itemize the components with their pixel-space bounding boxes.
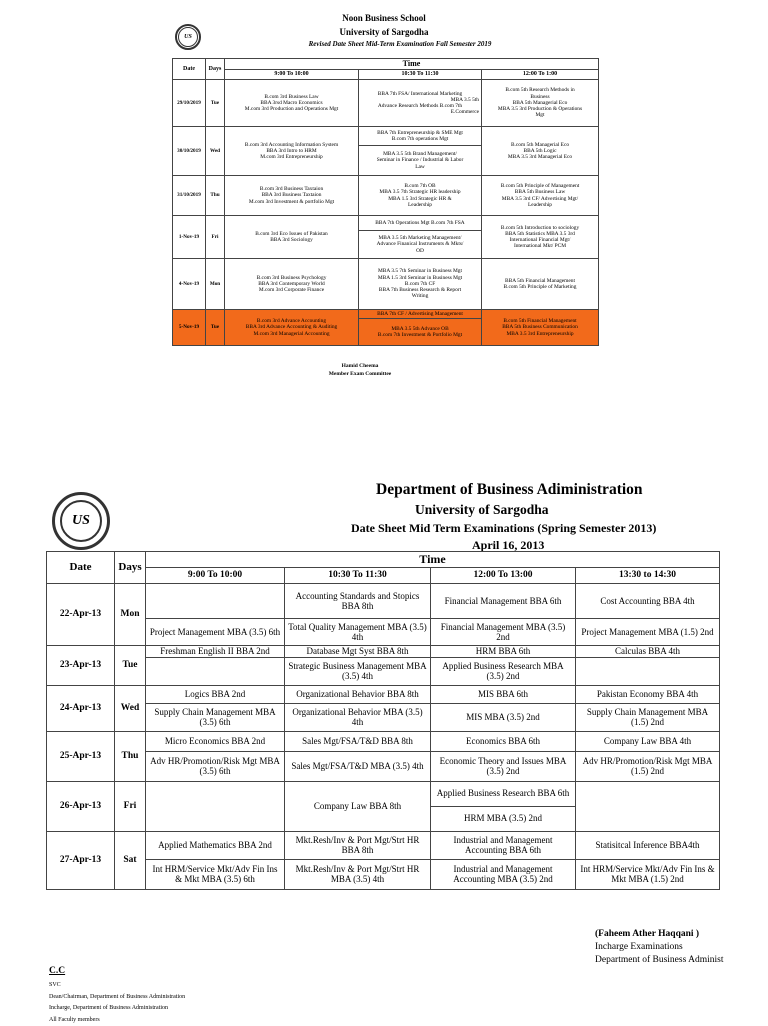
slot3-cell: B.com 5th Research Methods in Business BBA 5th Managerial Eco MBA 3.5 3rd Production & Operations Mgt: [482, 80, 599, 127]
slot3-cell: Industrial and Management Accounting MBA (3.5) 2nd: [431, 859, 576, 889]
slot2a-cell: BBA 7th Operations Mgt B.com 7th FSA: [359, 216, 482, 231]
university-name: University of Sargodha: [0, 27, 768, 37]
slot4-cell: Int HRM/Service Mkt/Adv Fin Ins & Mkt MBA (1.5) 2nd: [576, 859, 720, 889]
slot2-cell: Strategic Business Management MBA (3.5) 4th: [285, 657, 431, 685]
slot4-cell: Project Management MBA (1.5) 2nd: [576, 619, 720, 646]
slot3-cell: B.com 5th Introduction to sociology BBA 5th Statistics MBA 3.5 3rd International Financial Mgt/ International Mkt/ PCM: [482, 216, 599, 259]
cc-title: C.C: [49, 966, 65, 976]
table-row: [173, 216, 599, 231]
slot2-cell: BBA 7th FSA/ International Marketing MBA 3.5 5th Advance Research Methods B.com 7th E.Commerce: [359, 80, 482, 127]
slot1-cell: [146, 584, 285, 619]
slot2-cell: Organizational Behavior BBA 8th: [285, 685, 431, 703]
cc-item: Incharge, Department of Business Administration: [49, 1003, 185, 1015]
date-cell: 23-Apr-13: [47, 646, 115, 686]
slot2b-cell: MBA 3.5 5th Advance OB B.com 7th Investment & Portfolio Mgt: [359, 319, 482, 346]
top-signature-title: Member Exam Committee: [300, 371, 420, 377]
slot1-cell: Freshman English II BBA 2nd: [146, 646, 285, 658]
date-cell: 26-Apr-13: [47, 781, 115, 831]
day-cell: Mon: [115, 584, 146, 646]
slot3-cell: B.com 5th Managerial Eco BBA 5th Logic MBA 3.5 3rd Managerial Eco: [482, 127, 599, 176]
date-cell: 1-Nov-19: [173, 216, 206, 259]
department-name: Department of Business Adiministration: [376, 481, 643, 499]
slot1-cell: [146, 781, 285, 831]
slot3-cell: Financial Management MBA (3.5) 2nd: [431, 619, 576, 646]
table-row: [173, 176, 599, 216]
slot2-cell: Company Law BBA 8th: [285, 781, 431, 831]
header-date: Date: [47, 552, 115, 584]
header-days: Days: [115, 552, 146, 584]
slot1-cell: B.com 3rd Business Taxtaion BBA 3rd Business Taxtaion M.com 3rd Investment & portfolio Mgt: [225, 176, 359, 216]
date-cell: 24-Apr-13: [47, 685, 115, 731]
datesheet-subtitle-bottom: Date Sheet Mid Term Examinations (Spring Semester 2013): [351, 521, 656, 536]
day-cell: Wed: [115, 685, 146, 731]
table-row: [47, 646, 720, 658]
slot1-cell: B.com 3rd Business Psychology BBA 3rd Contemporary World M.com 3rd Corporate Finance: [225, 259, 359, 310]
slot2-cell: Total Quality Management MBA (3.5) 4th: [285, 619, 431, 646]
slot1-cell: Project Management MBA (3.5) 6th: [146, 619, 285, 646]
slot3-cell: MIS MBA (3.5) 2nd: [431, 703, 576, 731]
day-cell: Mon: [206, 259, 225, 310]
table-row: [47, 831, 720, 859]
header-slot4: 13:30 to 14:30: [576, 568, 720, 584]
day-cell: Tue: [206, 310, 225, 346]
table-row: [173, 80, 599, 127]
datesheet-subtitle: Revised Date Sheet Mid-Term Examination Fall Semester 2019: [0, 40, 768, 48]
slot4-cell: Adv HR/Promotion/Risk Mgt MBA (1.5) 2nd: [576, 751, 720, 781]
slot1-cell: [146, 657, 285, 685]
header-slot2: 10:30 To 11:30: [359, 70, 482, 80]
slot2-cell: Accounting Standards and Stopics BBA 8th: [285, 584, 431, 619]
header-time: Time: [146, 552, 720, 568]
slot1-cell: B.com 3rd Advance Accounting BBA 3rd Advance Accounting & Auditing M.com 3rd Managerial Accounting: [225, 310, 359, 346]
date-cell: 31/10/2019: [173, 176, 206, 216]
slot3-cell: Economic Theory and Issues MBA (3.5) 2nd: [431, 751, 576, 781]
slot1-cell: Logics BBA 2nd: [146, 685, 285, 703]
slot3b-cell: HRM MBA (3.5) 2nd: [431, 806, 576, 831]
slot2b-cell: MBA 3.5 5th Brand Management/ Seminar in Finance / Industrial & Labor Law: [359, 146, 482, 176]
slot2-cell: Sales Mgt/FSA/T&D MBA (3.5) 4th: [285, 751, 431, 781]
header-slot1: 9:00 To 10:00: [225, 70, 359, 80]
header-time: Time: [225, 59, 599, 70]
slot4-cell: [576, 781, 720, 831]
slot4-cell: Cost Accounting BBA 4th: [576, 584, 720, 619]
slot2-cell: B.com 7th OB MBA 3.5 7th Strategic HR leadership MBA 1.5 3rd Strategic HR & Leadership: [359, 176, 482, 216]
slot4-cell: Pakistan Economy BBA 4th: [576, 685, 720, 703]
slot2-cell: MBA 3.5 7th Seminar in Business Mgt MBA 1.5 3rd Seminar in Business Mgt B.com 7th CF BBA 7th Business Research & Report Writing: [359, 259, 482, 310]
day-cell: Fri: [206, 216, 225, 259]
date-cell: 29/10/2019: [173, 80, 206, 127]
university-name-bottom: University of Sargodha: [415, 502, 549, 518]
cc-list: [49, 980, 185, 1026]
slot3-cell: MIS BBA 6th: [431, 685, 576, 703]
date-cell: 4-Nov-19: [173, 259, 206, 310]
header-slot2: 10:30 To 11:30: [285, 568, 431, 584]
table-row: [47, 781, 720, 806]
slot3-cell: B.com 5th Financial Management BBA 5th Business Communication MBA 3.5 3rd Entrepreneurship: [482, 310, 599, 346]
slot1-cell: Supply Chain Management MBA (3.5) 6th: [146, 703, 285, 731]
slot1-cell: Int HRM/Service Mkt/Adv Fin Ins & Mkt MBA (3.5) 6th: [146, 859, 285, 889]
datesheet-date: April 16, 2013: [472, 538, 544, 553]
cc-item: All Faculty members: [49, 1015, 185, 1026]
day-cell: Thu: [115, 731, 146, 781]
slot2-cell: Database Mgt Syst BBA 8th: [285, 646, 431, 658]
cc-item: Dean/Chairman, Department of Business Administration: [49, 992, 185, 1004]
slot1-cell: B.com 3rd Eco Issues of Pakistan BBA 3rd Sociology: [225, 216, 359, 259]
slot3a-cell: Applied Business Research BBA 6th: [431, 781, 576, 806]
slot4-cell: Company Law BBA 4th: [576, 731, 720, 751]
top-datesheet-table: [172, 58, 599, 346]
date-cell: 27-Apr-13: [47, 831, 115, 889]
university-seal-bottom: US: [52, 492, 110, 550]
bottom-signature-dept: Department of Business Administ: [595, 955, 724, 965]
top-signature-name: Hamid Cheema: [300, 363, 420, 369]
university-seal-top: US: [175, 24, 201, 50]
slot2-cell: Sales Mgt/FSA/T&D BBA 8th: [285, 731, 431, 751]
slot4-cell: [576, 657, 720, 685]
slot2a-cell: BBA 7th Entrepreneurship & SME Mgt B.com 7th operations Mgt: [359, 127, 482, 146]
slot2-cell: Mkt.Resh/Inv & Port Mgt/Strt HR MBA (3.5) 4th: [285, 859, 431, 889]
slot4-cell: Statisitcal Inference BBA4th: [576, 831, 720, 859]
slot2b-cell: MBA 3.5 5th Marketing Management/ Advance Finanical Instruments & Mkts/ OD: [359, 231, 482, 259]
bottom-signature-role: Incharge Examinations: [595, 942, 683, 952]
slot1-cell: Applied Mathematics BBA 2nd: [146, 831, 285, 859]
day-cell: Thu: [206, 176, 225, 216]
slot1-cell: B.com 3rd Business Law BBA 3rsd Macro Economics M.com 3rd Production and Operations Mgt: [225, 80, 359, 127]
slot2-cell: Mkt.Resh/Inv & Port Mgt/Strt HR BBA 8th: [285, 831, 431, 859]
slot1-cell: Micro Economics BBA 2nd: [146, 731, 285, 751]
table-row: [173, 259, 599, 310]
header-slot3: 12:00 To 13:00: [431, 568, 576, 584]
table-row-highlighted: [173, 310, 599, 319]
day-cell: Wed: [206, 127, 225, 176]
header-slot1: 9:00 To 10:00: [146, 568, 285, 584]
slot3-cell: Applied Business Research MBA (3.5) 2nd: [431, 657, 576, 685]
table-row: [47, 584, 720, 619]
slot3-cell: Industrial and Management Accounting BBA 6th: [431, 831, 576, 859]
slot3-cell: BBA 5th Financial Management B.com 5th Principle of Marketing: [482, 259, 599, 310]
slot2-cell: Organizational Behavior MBA (3.5) 4th: [285, 703, 431, 731]
slot1-cell: B.com 3rd Accounting Information System BBA 3rd Intro to HRM M.com 3rd Entrepreneurship: [225, 127, 359, 176]
header-days: Days: [206, 59, 225, 80]
slot3-cell: HRM BBA 6th: [431, 646, 576, 658]
date-cell: 30/10/2019: [173, 127, 206, 176]
slot4-cell: Supply Chain Management MBA (1.5) 2nd: [576, 703, 720, 731]
bottom-signature-name: (Faheem Ather Haqqani ): [595, 929, 699, 939]
day-cell: Tue: [115, 646, 146, 686]
day-cell: Fri: [115, 781, 146, 831]
cc-item: SVC: [49, 980, 185, 992]
header-date: Date: [173, 59, 206, 80]
table-row: [173, 127, 599, 146]
slot3-cell: Economics BBA 6th: [431, 731, 576, 751]
slot1-cell: Adv HR/Promotion/Risk Mgt MBA (3.5) 6th: [146, 751, 285, 781]
date-cell: 22-Apr-13: [47, 584, 115, 646]
table-row: [47, 731, 720, 751]
date-cell: 25-Apr-13: [47, 731, 115, 781]
table-row: [47, 685, 720, 703]
bottom-datesheet-table: [46, 551, 720, 890]
date-cell: 5-Nov-19: [173, 310, 206, 346]
day-cell: Sat: [115, 831, 146, 889]
day-cell: Tue: [206, 80, 225, 127]
header-slot3: 12:00 To 1:00: [482, 70, 599, 80]
slot4-cell: Calculas BBA 4th: [576, 646, 720, 658]
slot2a-cell: BBA 7th CF / Advertising Management: [359, 310, 482, 319]
slot3-cell: B.com 5th Principle of Management BBA 5th Business Law MBA 3.5 3rd CF/ Advertising Mgt/ Leadership: [482, 176, 599, 216]
school-name: Noon Business School: [0, 13, 768, 23]
slot3-cell: Financial Management BBA 6th: [431, 584, 576, 619]
